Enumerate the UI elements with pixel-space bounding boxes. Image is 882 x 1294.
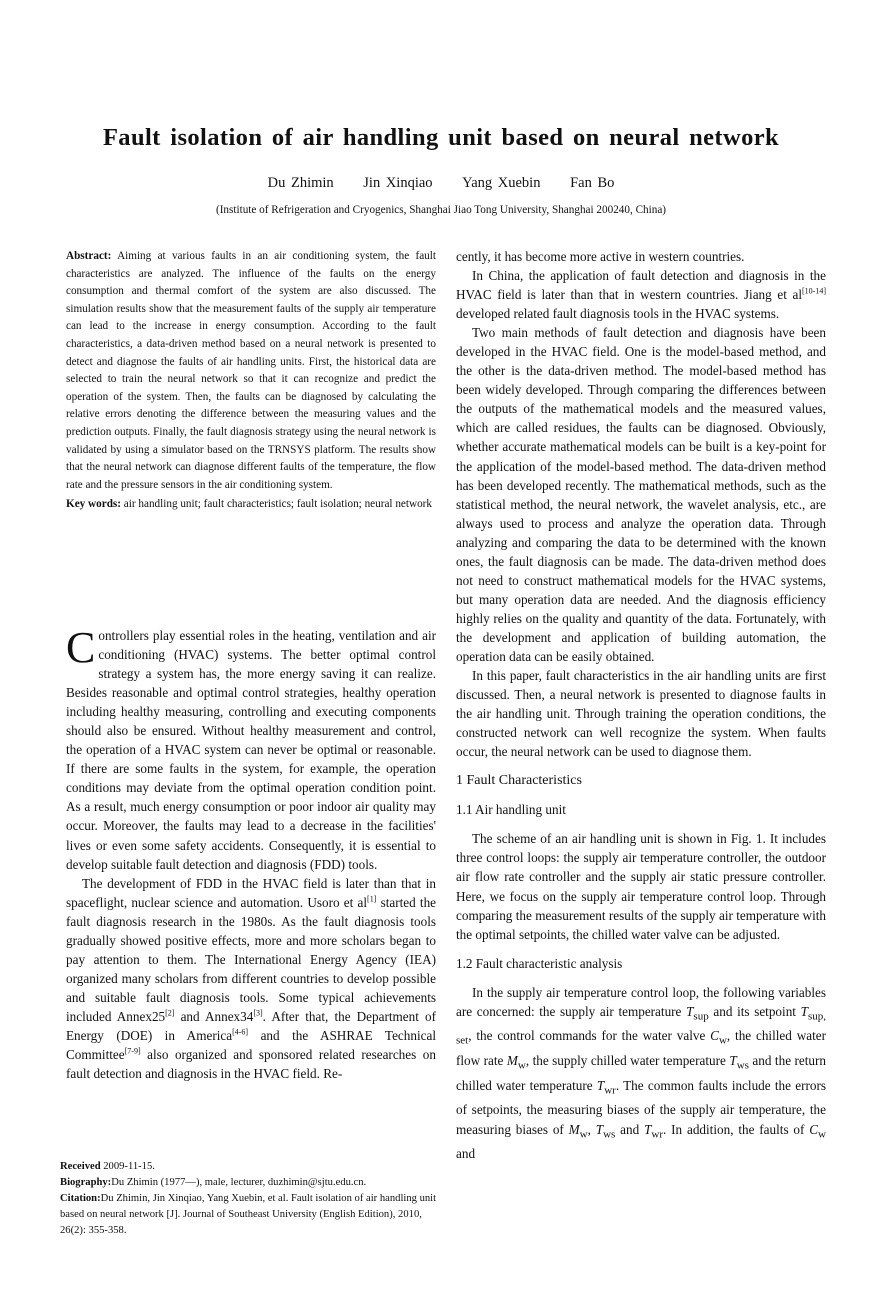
abstract-label: Abstract: — [66, 250, 112, 262]
citation-ref: [4-6] — [232, 1027, 249, 1037]
author-name: Yang Xuebin — [462, 175, 541, 191]
drop-cap: C — [66, 623, 96, 672]
citation-ref: [3] — [253, 1008, 263, 1018]
intro-paragraph: ontrollers play essential roles in the heating, ventilation and air conditioning (HVAC) systems. The better optimal control strategy a system has, the more energy saving it can realize. Besides reasonable and optimal control strategies, healthy operation including healthy measuring, controlling and executing components should also be ensured. Without healthy measurement and control, the operation of a HVAC system can never be optimal or reasonable. If there are some faults in the system, for example, the operation conditions may deviate from the optimal operation condition point. As a result, much energy consumption or poor indoor air quality may occur. Moreover, the faults may lead to a decrease in the facilities' lives or even some safety accidents. Consequently, it is essential to develop suitable fault detection and diagnosis (FDD) tools. — [66, 628, 436, 872]
author-name: Jin Xinqiao — [363, 175, 433, 191]
paper-outline-paragraph: In this paper, fault characteristics in the air handling units are first discussed. Then, a neural network is presented to diagnose faults in the air handling unit. Through training the operation conditions, the constructed network can well recognize the system. When faults occur, the neural network can be used to diagnose them. — [456, 668, 826, 760]
section-heading: 1 Fault Characteristics — [456, 773, 582, 789]
author-list — [0, 175, 882, 192]
biography-text: Du Zhimin (1977—), male, lecturer, duzhimin@sjtu.edu.cn. — [111, 1177, 367, 1188]
china-paragraph: In China, the application of fault detection and diagnosis in the HVAC field is later than that in western countries. Jiang et al[10-14] developed related fault diagnosis tools in the HVAC systems. — [456, 268, 826, 322]
fdd-history-paragraph: The development of FDD in the HVAC field is later than that in spaceflight, nuclear science and automation. Usoro et al[1] started the fault diagnosis research in the 1980s. As the fault diagnosis tools gradually showed positive effects, more and more scholars began to pay attention to them. The International Energy Agency (IEA) organized many scholars from different countries to develop possible and suitable fault diagnosis tools. Some typical achievements included Annex25[2] and Annex34[3]. After that, the Department of Energy (DOE) in America[4-6] and the ASHRAE Technical Committee[7-9] also organized and sponsored related researches on fault detection and diagnosis in the HVAC field. Re- — [66, 875, 437, 1082]
left-column-body — [66, 623, 437, 1083]
subsection-heading: 1.2 Fault characteristic analysis — [456, 955, 623, 971]
received-date: 2009-11-15. — [100, 1161, 155, 1172]
fault-analysis-paragraph: In the supply air temperature control loop, the following variables are concerned: the supply air temperature $T_{sup}$ and its setpoint $T_{sup, set}$, the control commands for the water valve $C_w$, the chilled water flow rate $M_w$, the supply chilled water temperature $T_{ws}$ and the return chilled water temperature $T_{wr}$. The common faults include the errors of setpoints, the measuring biases of the supply air temperature, the measuring biases of $M_w$, $T_{ws}$ and $T_{wr}$. In addition, the faults of $C_w$ and — [456, 984, 826, 1162]
citation-label: Citation: — [60, 1193, 101, 1204]
subsection-heading: 1.1 Air handling unit — [456, 802, 566, 818]
continued-paragraph: cently, it has become more active in western countries. — [456, 249, 745, 264]
citation-text: Du Zhimin, Jin Xinqiao, Yang Xuebin, et al. Fault isolation of air handling unit based on neural network [J]. Journal of Southeast University (English Edition), 2010, 26(2): 355-358. — [60, 1193, 437, 1236]
keywords-text: air handling unit; fault characteristics; fault isolation; neural network — [123, 498, 432, 511]
author-name: Du Zhimin — [267, 175, 334, 191]
methods-paragraph: Two main methods of fault detection and diagnosis have been developed in the HVAC field. One is the model-based method, and the other is the data-driven method. The model-based method has been widely developed. Through comparing the differences between the outputs of the mathematical models and the measured values, which are called residues, the faults can be diagnosed. Obviously, whether accurate mathematical models can be built is a key-point for the application of the model-based method. The data-driven method has been developed recently. The mathematical methods, such as the statistical method, the neural network, the wavelet analysis, etc., are always used to process and analyze the operation data. Through analyzing and comparing the data to be determined with the known ones, the fault diagnosis can be made. The data-driven method does not need to construct mathematical models for the HVAC systems, but many operation data are needed. And the diagnosis efficiency highly relies on the quality and quantity of the data. Fortunately, with the development and application of building automation, the operation data can be easily obtained. — [456, 325, 826, 664]
keywords-label: Key words: — [66, 498, 121, 511]
citation-ref: [10-14] — [802, 286, 826, 296]
author-name: Fan Bo — [570, 175, 615, 191]
right-column-body — [456, 247, 826, 1163]
abstract-block — [66, 248, 436, 514]
affiliation: (Institute of Refrigeration and Cryogenics, Shanghai Jiao Tong University, Shanghai 200240, China) — [215, 204, 667, 216]
received-label: Received — [60, 1161, 101, 1172]
citation-ref: [7-9] — [124, 1046, 141, 1056]
abstract-text: Aiming at various faults in an air conditioning system, the fault characteristics are analyzed. The influence of the faults on the energy consumption and thermal comfort of the system are also discussed. The simulation results show that the measurement faults of the supply air temperature can lead to the increase in energy consumption. According to the fault characteristics, a data-driven method based on a neural network is presented to detect and diagnose the faults of air handling units. First, the historical data are selected to train the neural network so that it can recognize and predict the operation of the system. Then, the faults can be diagnosed by calculating the relative errors denoting the difference between the measuring values and the prediction outputs. Finally, the fault diagnosis strategy using the neural network is validated by using a simulator based on the TRNSYS platform. The results show that the neural network can diagnose different faults of the temperature, the flow rate and the pressure sensors in the air conditioning system. — [66, 250, 436, 491]
citation-ref: [2] — [165, 1008, 175, 1018]
ahu-paragraph: The scheme of an air handling unit is shown in Fig. 1. It includes three control loops: the supply air temperature controller, the outdoor air flow rate controller and the supply air static pressure controller. Here, we focus on the supply air temperature control loop. Through comparing the measurement results of the supply air temperature with the optimal setpoints, the chilled water valve can be adjusted. — [456, 831, 826, 942]
footnote-block — [60, 1159, 440, 1239]
citation-ref: [1] — [367, 894, 377, 904]
paper-title: Fault isolation of air handling unit based on neural network — [102, 124, 780, 151]
biography-label: Biography: — [60, 1177, 112, 1188]
